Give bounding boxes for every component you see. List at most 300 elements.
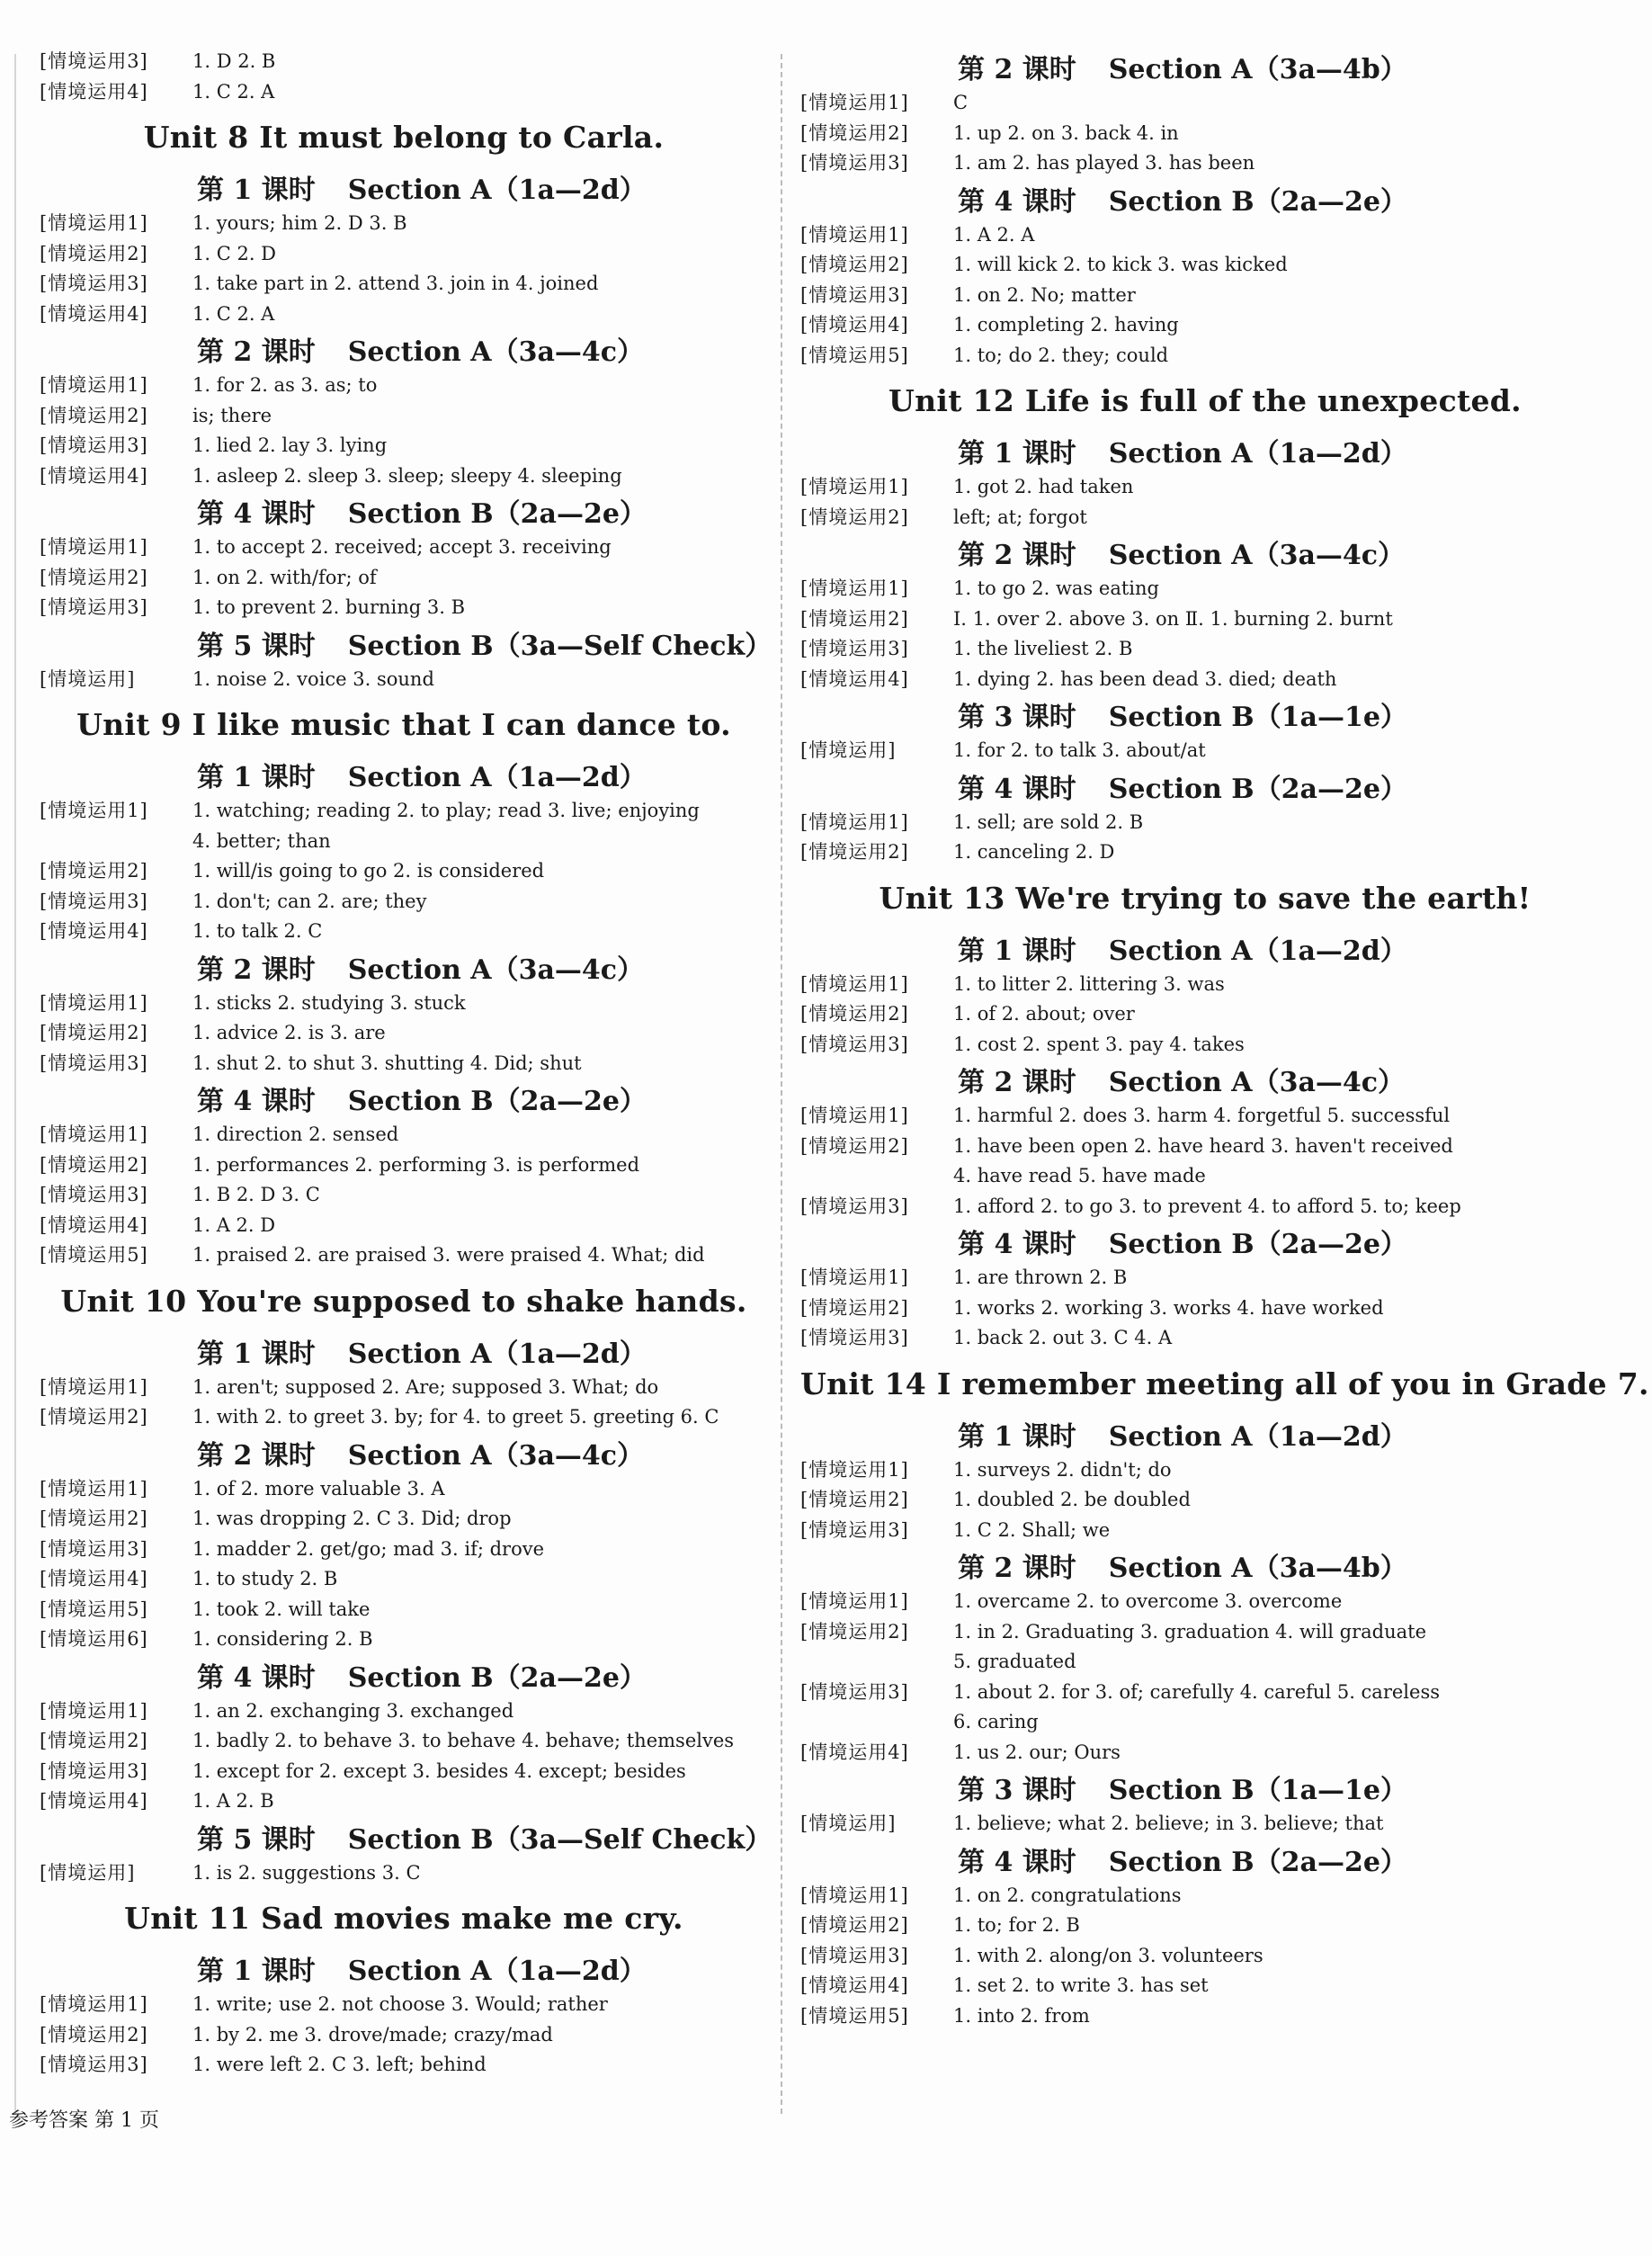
answer-text: [192, 269, 768, 300]
answer-line: 1. to go 2. was eating: [953, 577, 1159, 599]
exercise-tag: [情境运用4]: [40, 302, 148, 325]
lesson-section: Section B（2a—2e）: [347, 1086, 647, 1117]
exercise-tag: [情境运用2]: [800, 1914, 909, 1936]
answer-line: 1. to; do 2. they; could: [953, 344, 1169, 366]
exercise-tag: [情境运用]: [40, 1861, 136, 1884]
exercise-tag: [情境运用1]: [800, 92, 909, 113]
answer-row: [40, 533, 768, 563]
lesson-title: [800, 1768, 1610, 1807]
answer-row: [800, 250, 1610, 281]
answer-text: [192, 461, 768, 492]
answer-line: 1. have been open 2. have heard 3. haven't received: [953, 1134, 1453, 1157]
exercise-tag: [情境运用4]: [800, 1741, 909, 1763]
answer-line: 1. were left 2. C 3. left; behind: [192, 2054, 487, 2075]
exercise-tag: [情境运用3]: [800, 1944, 909, 1966]
answer-line: 1. D 2. B: [192, 50, 276, 72]
answer-row: [800, 1516, 1610, 1546]
answer-text: [192, 1625, 768, 1655]
answer-line: 1. A 2. D: [192, 1213, 276, 1236]
lesson-section: Section A（3a—4c）: [347, 1439, 645, 1472]
lesson-title: [800, 694, 1610, 734]
left-margin-rule: [14, 54, 16, 2114]
answer-line: is; there: [192, 404, 272, 426]
lesson-period: 第 1 课时: [197, 1338, 316, 1370]
answer-row: [40, 1757, 768, 1787]
answer-text: [953, 837, 1610, 868]
answer-line: Ⅰ. 1. over 2. above 3. on Ⅱ. 1. burning 2. burnt: [953, 607, 1393, 630]
lesson-title: [40, 1331, 768, 1371]
answer-row: [40, 1373, 768, 1403]
lesson-period: 第 1 课时: [197, 175, 316, 206]
answer-line: 1. for 2. to talk 3. about/at: [953, 739, 1206, 761]
answer-line: 1. by 2. me 3. drove/made; crazy/mad: [192, 2023, 553, 2046]
lesson-section: Section A（3a—4c）: [347, 336, 645, 368]
unit-title: Unit 14 I remember meeting all of you in Grade 7.: [800, 1365, 1649, 1401]
answer-row: [40, 1564, 768, 1595]
answer-row: [800, 1101, 1610, 1132]
answer-text: [192, 856, 768, 887]
answer-row: [40, 1696, 768, 1727]
answer-row: [40, 47, 768, 77]
answer-row: [800, 1971, 1610, 2001]
answer-text: [192, 1373, 768, 1403]
answer-row: [40, 371, 768, 401]
exercise-tag: [情境运用2]: [800, 1003, 909, 1025]
answer-text: [192, 917, 768, 947]
lesson-section: Section A（1a—2d）: [347, 175, 647, 206]
exercise-tag: [情境运用2]: [40, 1508, 148, 1529]
lesson-period: 第 4 课时: [197, 498, 316, 530]
lesson-title: [800, 1840, 1610, 1879]
exercise-tag: [情境运用1]: [800, 1267, 909, 1288]
exercise-tag: [情境运用2]: [800, 1620, 909, 1643]
answer-line: 1. us 2. our; Ours: [953, 1741, 1121, 1763]
exercise-tag: [情境运用2]: [40, 860, 148, 882]
lesson-title: [800, 431, 1610, 470]
answer-line: 1. of 2. about; over: [953, 1003, 1135, 1025]
left-column: [40, 47, 772, 2081]
answer-row: [800, 1030, 1610, 1061]
lesson-title: [40, 1079, 768, 1118]
answer-row: [40, 1240, 768, 1271]
answer-text: [192, 533, 768, 563]
exercise-tag: [情境运用5]: [40, 1244, 148, 1266]
exercise-tag: [情境运用3]: [800, 1327, 909, 1348]
answer-line: 1. C 2. D: [192, 242, 277, 264]
answer-row: [40, 1726, 768, 1757]
answer-line: 1. with 2. along/on 3. volunteers: [953, 1944, 1264, 1966]
answer-row: [40, 563, 768, 594]
lesson-title: [40, 491, 768, 531]
exercise-tag: [情境运用1]: [40, 1375, 148, 1398]
answer-row: [40, 1504, 768, 1535]
answer-text: [953, 665, 1610, 695]
exercise-tag: [情境运用2]: [40, 566, 148, 588]
unit-title: Unit 9 I like music that I can dance to.: [76, 707, 731, 742]
lesson-section: Section A（3a—4c）: [1108, 540, 1406, 571]
answer-line: 1. asleep 2. sleep 3. sleep; sleepy 4. sleeping: [192, 464, 622, 487]
answer-row: [40, 1786, 768, 1817]
answer-row: [40, 887, 768, 918]
answer-row: [40, 461, 768, 492]
answer-line: 1. C 2. A: [192, 80, 275, 103]
answer-text: [953, 281, 1610, 311]
answer-text: [192, 431, 768, 461]
lesson-period: 第 1 课时: [958, 1420, 1076, 1453]
lesson-period: 第 2 课时: [958, 540, 1076, 571]
answer-line: 1. afford 2. to go 3. to prevent 4. to afford 5. to; keep: [953, 1195, 1461, 1217]
lesson-period: 第 4 课时: [958, 1229, 1076, 1260]
answer-line: 1. to; for 2. B: [953, 1914, 1080, 1936]
answer-text: [192, 1120, 768, 1150]
unit-title: Unit 13 We're trying to save the earth!: [879, 880, 1531, 916]
answer-line: 1. badly 2. to behave 3. to behave 4. behave; themselves: [192, 1730, 735, 1751]
answer-line: 1. on 2. No; matter: [953, 283, 1136, 306]
lesson-section: Section B（2a—2e）: [1108, 773, 1407, 805]
exercise-tag: [情境运用1]: [800, 1884, 909, 1906]
answer-row: [800, 574, 1610, 604]
answer-line: 1. sticks 2. studying 3. stuck: [192, 991, 466, 1014]
answer-row: [800, 1617, 1610, 1678]
answer-row: [40, 796, 768, 856]
answer-line: 1. A 2. A: [953, 223, 1035, 246]
exercise-tag: [情境运用2]: [40, 1730, 148, 1751]
answer-text: [192, 209, 768, 239]
exercise-tag: [情境运用1]: [40, 1993, 148, 2015]
lesson-period: 第 4 课时: [958, 185, 1076, 218]
answer-line: 1. yours; him 2. D 3. B: [192, 212, 407, 234]
unit-title: Unit 11 Sad movies make me cry.: [124, 1901, 683, 1936]
answer-line: 1. overcame 2. to overcome 3. overcome: [953, 1590, 1343, 1612]
lesson-section: Section A（3a—4c）: [1108, 1067, 1406, 1098]
exercise-tag: [情境运用4]: [800, 1974, 909, 1996]
answer-text: [192, 77, 768, 108]
answer-text: [953, 1587, 1610, 1617]
answer-row: [40, 1211, 768, 1241]
lesson-section: Section A（1a—2d）: [1108, 438, 1407, 470]
answer-line: 1. canceling 2. D: [953, 841, 1115, 863]
answer-text: [192, 1696, 768, 1727]
exercise-tag: [情境运用3]: [40, 273, 148, 294]
exercise-tag: [情境运用1]: [800, 1458, 909, 1481]
answer-line: 1. take part in 2. attend 3. join in 4. joined: [192, 273, 599, 294]
answer-line: 1. A 2. B: [192, 1790, 274, 1812]
exercise-tag: [情境运用4]: [40, 1213, 148, 1236]
lesson-title: [40, 755, 768, 794]
answer-line: 1. believe; what 2. believe; in 3. believe; that: [953, 1813, 1384, 1834]
lesson-period: 第 1 课时: [958, 935, 1076, 967]
answer-row: [800, 604, 1610, 635]
exercise-tag: [情境运用5]: [800, 2004, 909, 2027]
lesson-period: 第 1 课时: [197, 1956, 316, 1987]
answer-line: left; at; forgot: [953, 506, 1087, 528]
answer-line: 1. performances 2. performing 3. is performed: [192, 1153, 640, 1176]
exercise-tag: [情境运用2]: [800, 1134, 909, 1157]
answer-row: [40, 593, 768, 623]
exercise-tag: [情境运用4]: [800, 314, 909, 336]
exercise-tag: [情境运用3]: [800, 283, 909, 306]
lesson-title: [40, 167, 768, 207]
answer-text: [953, 970, 1610, 1000]
answer-text: [953, 1809, 1610, 1840]
exercise-tag: [情境运用]: [800, 1813, 897, 1834]
answer-row: [800, 999, 1610, 1030]
exercise-tag: [情境运用2]: [40, 1406, 148, 1428]
exercise-tag: [情境运用2]: [800, 121, 909, 144]
exercise-tag: [情境运用1]: [40, 1477, 148, 1500]
answer-text: [192, 2050, 768, 2081]
answer-row: [800, 119, 1610, 149]
answer-line: 1. don't; can 2. are; they: [192, 890, 427, 912]
answer-row: [40, 1595, 768, 1625]
answer-text: [192, 1858, 768, 1889]
answer-text: [192, 300, 768, 330]
answer-row: [800, 2001, 1610, 2032]
answer-row: [40, 269, 768, 300]
exercise-tag: [情境运用2]: [40, 1022, 148, 1043]
answer-row: [800, 1323, 1610, 1354]
exercise-tag: [情境运用3]: [800, 638, 909, 659]
lesson-section: Section A（3a—4b）: [1108, 54, 1407, 85]
exercise-tag: [情境运用2]: [800, 1489, 909, 1510]
answer-text: [192, 796, 768, 856]
answer-line: 1. an 2. exchanging 3. exchanged: [192, 1699, 514, 1722]
answer-row: [40, 1120, 768, 1150]
answer-line: 1. doubled 2. be doubled: [953, 1489, 1191, 1510]
answer-text: [953, 736, 1610, 766]
answer-line: 1. cost 2. spent 3. pay 4. takes: [953, 1033, 1245, 1055]
answer-row: [800, 281, 1610, 311]
answer-row: [800, 1678, 1610, 1738]
exercise-tag: [情境运用1]: [40, 374, 148, 396]
answer-text: [192, 1474, 768, 1505]
answer-line: 1. lied 2. lay 3. lying: [192, 434, 388, 456]
answer-line: 1. on 2. congratulations: [953, 1884, 1182, 1906]
answer-text: [953, 220, 1610, 251]
page-footer: [9, 2105, 159, 2133]
answer-line: 4. better; than: [192, 829, 331, 852]
lesson-section: Section B（2a—2e）: [347, 1661, 647, 1694]
answer-row: [800, 1263, 1610, 1294]
answer-row: [800, 634, 1610, 665]
answer-line: 1. to study 2. B: [192, 1568, 338, 1589]
answer-row: [40, 401, 768, 432]
answer-text: [192, 1595, 768, 1625]
answer-text: [953, 604, 1610, 635]
answer-text: [192, 1240, 768, 1271]
exercise-tag: [情境运用1]: [40, 1699, 148, 1722]
answer-text: [953, 1101, 1610, 1132]
answer-text: [192, 1535, 768, 1565]
answer-text: [192, 1990, 768, 2020]
answer-line: 1. will/is going to go 2. is considered: [192, 860, 545, 882]
answer-text: [953, 310, 1610, 341]
answer-text: [953, 808, 1610, 838]
exercise-tag: [情境运用]: [40, 667, 136, 690]
answer-text: [953, 1516, 1610, 1546]
answer-text: [192, 593, 768, 623]
answer-text: [953, 1678, 1610, 1738]
answer-line: 1. direction 2. sensed: [192, 1124, 399, 1145]
answer-row: [40, 1180, 768, 1211]
answer-text: [192, 989, 768, 1019]
answer-line: 1. to talk 2. C: [192, 920, 323, 942]
answer-line: 1. back 2. out 3. C 4. A: [953, 1327, 1173, 1348]
exercise-tag: [情境运用3]: [40, 890, 148, 912]
answer-text: [953, 1030, 1610, 1061]
answer-row: [800, 736, 1610, 766]
answer-line: 1. to accept 2. received; accept 3. receiving: [192, 536, 612, 558]
answer-row: [40, 209, 768, 239]
answer-line: 4. have read 5. have made: [953, 1165, 1206, 1186]
answer-row: [800, 1911, 1610, 1941]
right-column: [800, 47, 1649, 2031]
answer-text: [953, 148, 1610, 179]
exercise-tag: [情境运用3]: [800, 1518, 909, 1541]
exercise-tag: [情境运用]: [800, 739, 897, 761]
lesson-title: [800, 1414, 1610, 1454]
answer-row: [40, 856, 768, 887]
exercise-tag: [情境运用1]: [40, 212, 148, 234]
answer-text: [953, 1738, 1610, 1768]
unit-title: Unit 10 You're supposed to shake hands.: [60, 1283, 747, 1319]
answer-row: [800, 1132, 1610, 1192]
answer-line: 1. to litter 2. littering 3. was: [953, 972, 1225, 995]
exercise-tag: [情境运用2]: [40, 2023, 148, 2046]
exercise-tag: [情境运用1]: [800, 476, 909, 497]
answer-line: 1. harmful 2. does 3. harm 4. forgetful 5. successful: [953, 1105, 1451, 1126]
exercise-tag: [情境运用4]: [800, 667, 909, 690]
answer-text: [953, 1941, 1610, 1972]
answer-text: [953, 1455, 1610, 1486]
answer-text: [953, 88, 1610, 119]
answer-row: [800, 1738, 1610, 1768]
exercise-tag: [情境运用2]: [800, 254, 909, 275]
exercise-tag: [情境运用3]: [800, 1033, 909, 1055]
answer-line: 1. will kick 2. to kick 3. was kicked: [953, 254, 1288, 275]
lesson-section: Section B（2a—2e）: [347, 498, 647, 530]
answer-text: [192, 401, 768, 432]
answer-line: 1. the liveliest 2. B: [953, 638, 1133, 659]
answer-line: 1. are thrown 2. B: [953, 1267, 1128, 1288]
answer-line: 1. for 2. as 3. as; to: [192, 374, 378, 396]
answer-text: [953, 1192, 1610, 1222]
answer-row: [40, 1625, 768, 1655]
answer-line: 1. praised 2. are praised 3. were praised 4. What; did: [192, 1244, 705, 1266]
lesson-period: 第 2 课时: [958, 1553, 1076, 1584]
lesson-period: 第 5 课时: [197, 1823, 316, 1856]
exercise-tag: [情境运用1]: [800, 810, 909, 833]
answer-text: [953, 472, 1610, 503]
answer-line: 5. graduated: [953, 1651, 1076, 1672]
exercise-tag: [情境运用1]: [800, 1590, 909, 1612]
exercise-tag: [情境运用1]: [40, 536, 148, 558]
exercise-tag: [情境运用1]: [800, 577, 909, 599]
exercise-tag: [情境运用4]: [40, 464, 148, 487]
lesson-title: [40, 1655, 768, 1695]
exercise-tag: [情境运用1]: [40, 1124, 148, 1145]
lesson-section: Section B（2a—2e）: [1108, 1846, 1407, 1878]
answer-row: [800, 341, 1610, 372]
answer-text: [953, 1263, 1610, 1294]
answer-row: [800, 1587, 1610, 1617]
exercise-tag: [情境运用3]: [800, 152, 909, 174]
answer-text: [953, 1132, 1610, 1192]
lesson-title: [40, 329, 768, 369]
answer-line: 1. sell; are sold 2. B: [953, 810, 1144, 833]
exercise-tag: [情境运用4]: [40, 920, 148, 942]
answer-line: 1. on 2. with/for; of: [192, 566, 377, 588]
exercise-tag: [情境运用3]: [40, 50, 148, 72]
answer-line: 1. up 2. on 3. back 4. in: [953, 121, 1179, 144]
footer-text: 参考答案 第 1 页: [9, 2109, 159, 2132]
answer-line: 1. surveys 2. didn't; do: [953, 1458, 1172, 1481]
answer-text: [192, 239, 768, 270]
answer-row: [800, 88, 1610, 119]
answer-text: [192, 47, 768, 77]
answer-line: 6. caring: [953, 1711, 1039, 1732]
answer-row: [800, 1809, 1610, 1840]
answer-text: [192, 1726, 768, 1757]
lesson-period: 第 2 课时: [197, 953, 316, 986]
answer-text: [192, 1018, 768, 1049]
exercise-tag: [情境运用3]: [800, 1195, 909, 1217]
answer-text: [953, 1971, 1610, 2001]
answer-text: [192, 1504, 768, 1535]
exercise-tag: [情境运用5]: [800, 344, 909, 366]
answer-row: [800, 1192, 1610, 1222]
lesson-section: Section B（2a—2e）: [1108, 1229, 1407, 1260]
answer-row: [800, 1455, 1610, 1486]
answer-text: [953, 2001, 1610, 2032]
exercise-tag: [情境运用1]: [800, 972, 909, 995]
answer-row: [40, 2020, 768, 2051]
lesson-section: Section A（1a—2d）: [347, 1338, 647, 1370]
lesson-section: Section A（3a—4b）: [1108, 1553, 1407, 1584]
exercise-tag: [情境运用6]: [40, 1628, 148, 1650]
answer-row: [800, 503, 1610, 533]
lesson-period: 第 4 课时: [197, 1661, 316, 1694]
unit-title: Unit 12 Life is full of the unexpected.: [889, 383, 1522, 418]
lesson-period: 第 2 课时: [958, 54, 1076, 85]
exercise-tag: [情境运用4]: [40, 1568, 148, 1589]
answer-text: [192, 2020, 768, 2051]
answer-line: 1. am 2. has played 3. has been: [953, 152, 1255, 174]
answer-line: 1. in 2. Graduating 3. graduation 4. will graduate: [953, 1620, 1427, 1643]
answer-text: [953, 1617, 1610, 1678]
answer-line: 1. was dropping 2. C 3. Did; drop: [192, 1508, 512, 1529]
answer-line: 1. of 2. more valuable 3. A: [192, 1477, 445, 1500]
exercise-tag: [情境运用1]: [800, 223, 909, 246]
answer-text: [192, 1049, 768, 1079]
answer-row: [40, 1018, 768, 1049]
lesson-section: Section A（3a—4c）: [347, 953, 645, 986]
lesson-period: 第 4 课时: [197, 1086, 316, 1117]
exercise-tag: [情境运用3]: [40, 596, 148, 618]
answer-text: [953, 119, 1610, 149]
lesson-section: Section A（1a—2d）: [1108, 935, 1407, 967]
lesson-period: 第 5 课时: [197, 630, 316, 662]
exercise-tag: [情境运用3]: [40, 1537, 148, 1560]
answer-line: 1. works 2. working 3. works 4. have worked: [953, 1296, 1384, 1319]
answer-line: 1. into 2. from: [953, 2004, 1090, 2027]
lesson-section: Section B（2a—2e）: [1108, 185, 1407, 218]
exercise-tag: [情境运用2]: [800, 841, 909, 863]
answer-text: [953, 1323, 1610, 1354]
answer-line: 1. write; use 2. not choose 3. Would; rather: [192, 1993, 608, 2015]
answer-text: [192, 371, 768, 401]
answer-text: [953, 1911, 1610, 1941]
